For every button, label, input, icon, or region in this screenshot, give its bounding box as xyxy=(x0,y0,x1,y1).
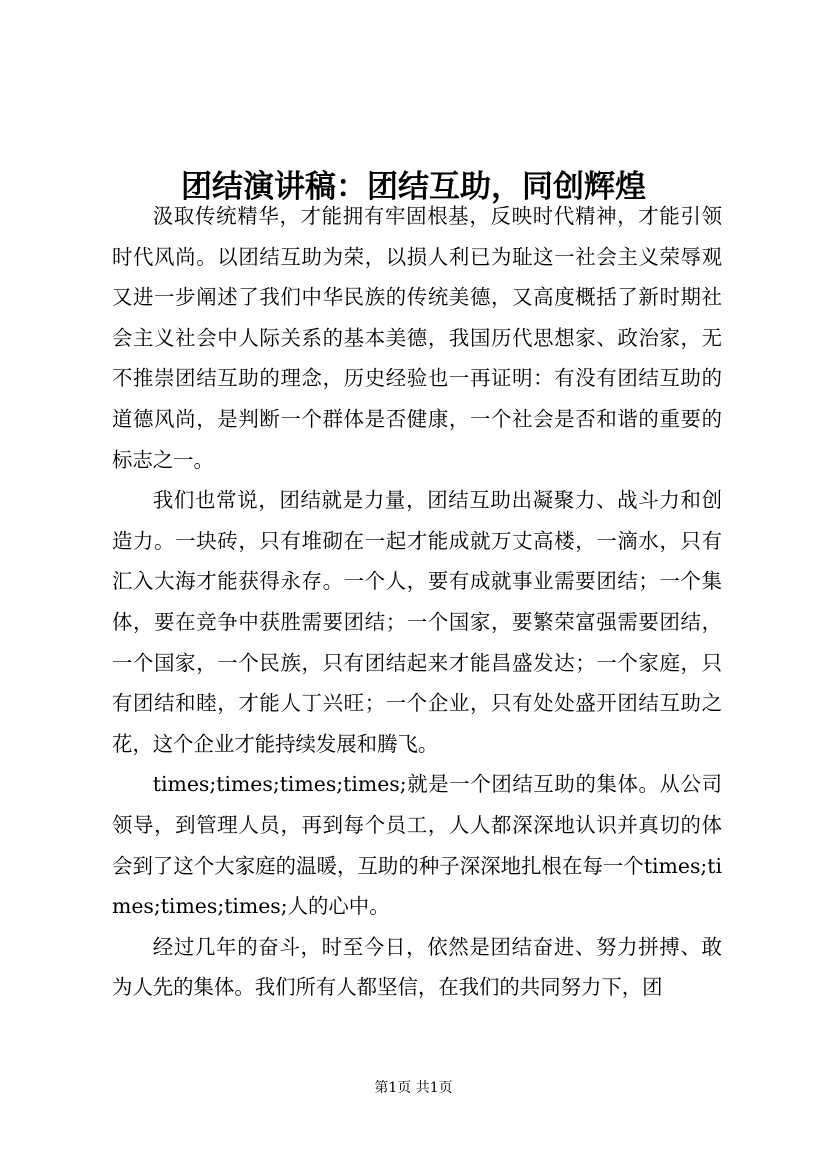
document-title: 团结演讲稿：团结互助，同创辉煌 xyxy=(181,168,646,205)
paragraph-2: 我们也常说，团结就是力量，团结互助出凝聚力、战斗力和创造力。一块砖，只有堆砌在一起才能成就万丈高楼，一滴水，只有汇入大海才能获得永存。一个人，要有成就事业需要团结；一个集体，要在竞争中获胜需要团结；一个国家，要繁荣富强需要团结，一个国家，一个民族，只有团结起来才能昌盛发达；一个家庭，只有团结和睦，才能人丁兴旺；一个企业，只有处处盛开团结互助之花，这个企业才能持续发展和腾飞。 xyxy=(112,488,722,756)
paragraph-4: 经过几年的奋斗，时至今日，依然是团结奋进、努力拼搏、敢为人先的集体。我们所有人都坚信，在我们的共同努力下，团 xyxy=(112,934,722,1000)
page-number-footer: 第1页 共1页 xyxy=(374,1080,453,1096)
paragraph-3: times;times;times;times;就是一个团结互助的集体。从公司领导，到管理人员，再到每个员工，人人都深深地认识并真切的体会到了这个大家庭的温暖，互助的种子深深地扎根在每一个times;times;times;times;人的心中。 xyxy=(112,772,722,919)
document-body xyxy=(112,196,722,1008)
paragraph-1: 汲取传统精华，才能拥有牢固根基，反映时代精神，才能引领时代风尚。以团结互助为荣，以损人利已为耻这一社会主义荣辱观又进一步阐述了我们中华民族的传统美德，又高度概括了新时期社会主义社会中人际关系的基本美德，我国历代思想家、政治家，无不推崇团结互助的理念，历史经验也一再证明：有没有团结互助的道德风尚，是判断一个群体是否健康，一个社会是否和谐的重要的标志之一。 xyxy=(112,204,722,472)
